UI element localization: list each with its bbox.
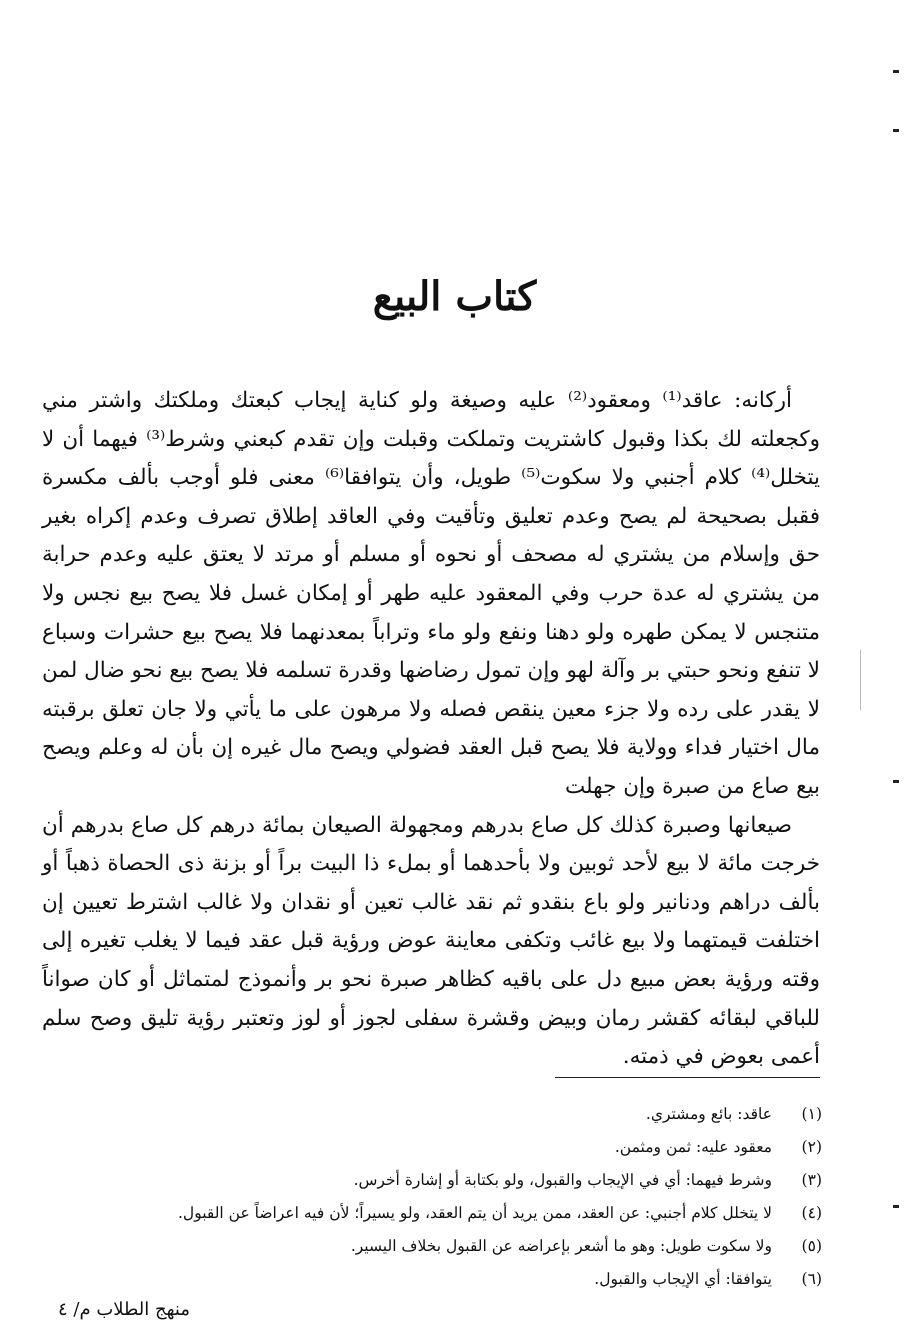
footnote-separator bbox=[555, 1077, 820, 1078]
footnote-item bbox=[60, 1230, 822, 1263]
footnote-number: (٤) bbox=[801, 1204, 822, 1222]
body-paragraph: أركانه: عاقد⁽¹⁾ ومعقود⁽²⁾ عليه وصيغة ولو كناية إيجاب كبعتك وملكتك واشتر مني وكجعلته لك بكذا وقبول كاشتريت وتملكت وقبلت وإن تقدم كبعني وشرط⁽³⁾ فيهما أن لا يتخلل⁽⁴⁾ كلام أجنبي ولا سكوت⁽⁵⁾ طويل، وأن يتوافقا⁽⁶⁾ معنى فلو أوجب بألف مكسرة فقبل بصحيحة لم يصح وعدم تعليق وتأقيت وفي العاقد إطلاق تصرف وعدم إكراه بغير حق وإسلام من يشتري له مصحف أو نحوه أو مسلم أو مرتد لا يعتق عليه وعدم حرابة من يشتري له عدة حرب وفي المعقود عليه طهر أو إمكان غسل فلا يصح بيع نجس ولا متنجس لا يمكن طهره ولو دهنا ونفع ولو ماء وتراباً بمعدنهما فلا يصح بيع حشرات وسباع لا تنفع ونحو حبتي بر وآلة لهو وإن تمول رضاضها وقدرة تسلمه فلا يصح بيع نحو ضال لمن لا يقدر على رده ولا جزء معين ينقص فصله ولا مرهون على ما يأتي ولا جان تعلق برقبته مال اختيار فداء وولاية فلا يصح قبل العقد فضولي ويصح مال غيره إن بأن له وعلم ويصح بيع صاع من صبرة وإن جهلت bbox=[42, 388, 821, 799]
footnote-item bbox=[60, 1263, 822, 1296]
footnote-number: (٣) bbox=[801, 1171, 822, 1189]
footnote-item bbox=[60, 1164, 822, 1197]
margin-tick bbox=[893, 1205, 899, 1208]
footnote-item bbox=[60, 1131, 822, 1164]
footnote-text: ولا سكوت طويل: وهو ما أشعر بإعراضه عن القبول بخلاف اليسير. bbox=[350, 1237, 772, 1255]
footnote-text: معقود عليه: ثمن ومثمن. bbox=[614, 1138, 772, 1156]
footnote-number: (٥) bbox=[801, 1237, 822, 1255]
footnote-text: يتوافقا: أي الإيجاب والقبول. bbox=[594, 1270, 772, 1288]
main-text bbox=[42, 382, 820, 1077]
margin-tick bbox=[893, 129, 899, 132]
footnote-item bbox=[60, 1098, 822, 1131]
footnote-item bbox=[60, 1197, 822, 1230]
page-footer: منهج الطلاب م/ ٤ bbox=[58, 1299, 190, 1320]
scan-artifact bbox=[860, 650, 861, 710]
margin-tick bbox=[893, 70, 899, 73]
body-paragraph: صيعانها وصبرة كذلك كل صاع بدرهم ومجهولة الصيعان بمائة درهم كل صاع بدرهم أن خرجت مائة لا بيع لأحد ثوبين ولا بأحدهما أو بملء ذا البيت براً أو بزنة ذى الحصاة ذهباً أو بألف دراهم ودنانير ولو باع بنقدو ثم نقد غالب تعين أو نقدان ولا غالب اشترط تعيين إن اختلفت قيمتهما ولا بيع غائب وتكفى معاينة عوض ورؤية قبل عقد فيما لا يغلب تغيره إلى وقته ورؤية بعض مبيع دل على باقيه كظاهر صبرة نحو بر وأنموذج لمتماثل أو كان صواناً للباقي لبقائه كقشر رمان وبيض وقشرة سفلى لجوز أو لوز وتعتبر رؤية تليق وصح سلم أعمى بعوض في ذمته. bbox=[42, 812, 820, 1070]
page-title: كتاب البيع bbox=[372, 272, 537, 320]
footnote-text: وشرط فيهما: أي في الإيجاب والقبول، ولو بكتابة أو إشارة أخرس. bbox=[353, 1171, 772, 1189]
footnote-number: (٦) bbox=[801, 1270, 822, 1288]
footnote-number: (٢) bbox=[801, 1138, 822, 1156]
footnote-text: لا يتخلل كلام أجنبي: عن العقد، ممن يريد أن يتم العقد، ولو يسيراً؛ لأن فيه اعراضاً عن القبول. bbox=[178, 1204, 772, 1222]
footnotes-list bbox=[60, 1098, 822, 1296]
footnote-text: عاقد: بائع ومشتري. bbox=[645, 1105, 772, 1123]
footnote-number: (١) bbox=[801, 1105, 822, 1123]
margin-tick bbox=[893, 780, 899, 783]
